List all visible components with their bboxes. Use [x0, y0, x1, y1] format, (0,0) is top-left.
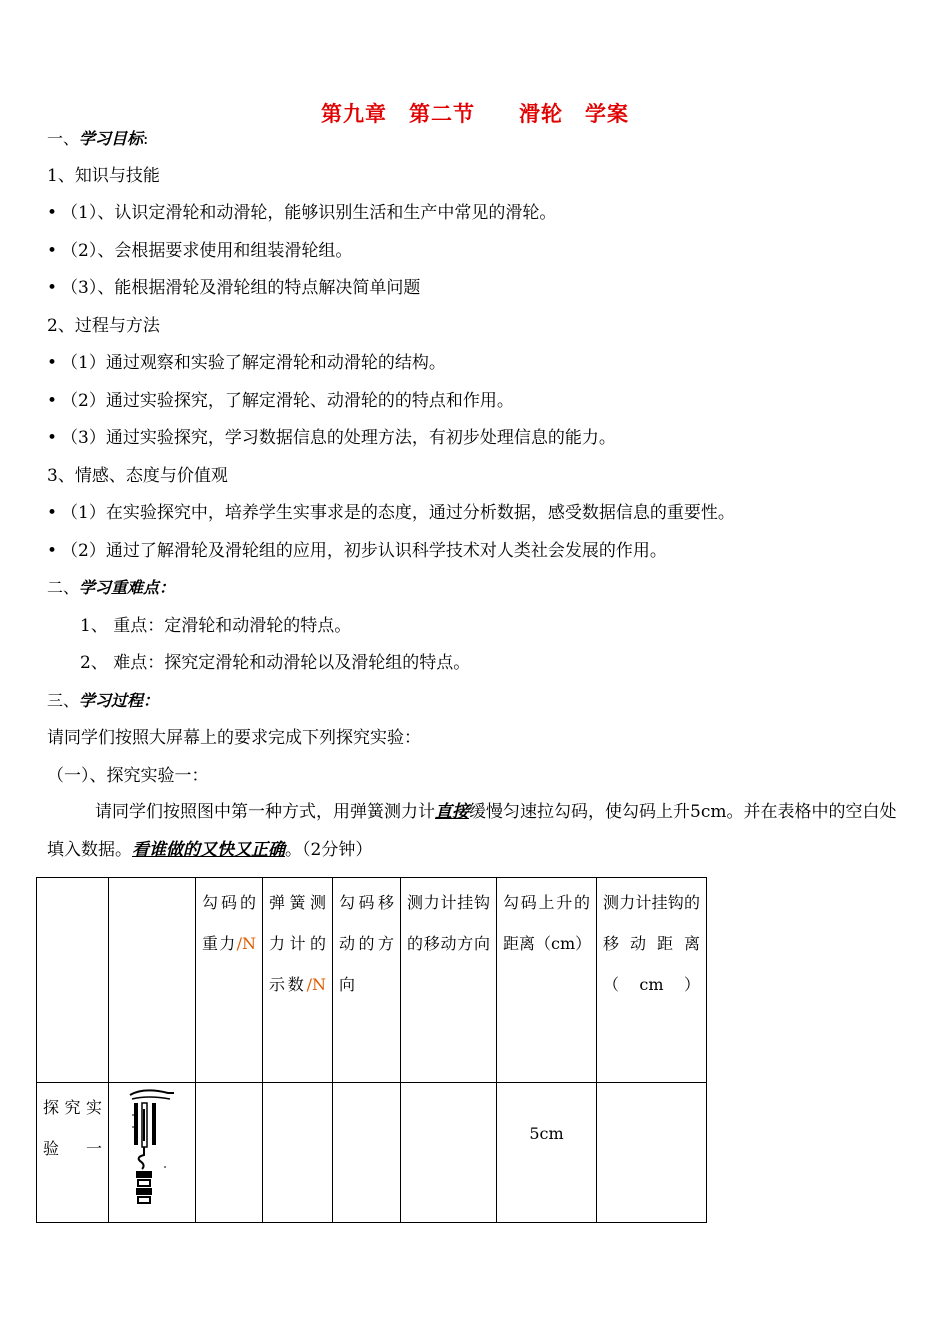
- difficult-point: 2、 难点：探究定滑轮和动滑轮以及滑轮组的特点。: [80, 653, 471, 673]
- spring-scale-figure: [109, 1083, 196, 1223]
- rise-distance-value: 5cm: [497, 1083, 597, 1223]
- list-item: • （3）通过实验探究，学习数据信息的处理方法，有初步处理信息的能力。: [47, 428, 616, 448]
- table-cell: [333, 1083, 401, 1223]
- table-cell: [109, 878, 196, 1083]
- header-rise-distance: 勾码上升的距离（cm）: [497, 878, 597, 1083]
- subheading-attitude: 3、情感、态度与价值观: [47, 466, 228, 486]
- intro-text: 请同学们按照大屏幕上的要求完成下列探究实验：: [47, 728, 421, 748]
- spring-scale-with-weights-image: [122, 1085, 182, 1205]
- table-header-row: [37, 878, 707, 1083]
- section-heading-objectives: 一、学习目标:: [47, 129, 149, 148]
- header-hook-direction: 测力计挂钩的移动方向: [401, 878, 497, 1083]
- table-cell: [196, 1083, 263, 1223]
- emphasis-challenge: 看谁做的又快又正确: [132, 840, 285, 860]
- section-heading-process: 三、学习过程：: [47, 691, 160, 710]
- table-cell: [37, 878, 109, 1083]
- table-cell: [597, 1083, 707, 1223]
- header-weight-direction: 勾码移动的方向: [333, 878, 401, 1083]
- list-item: • （1）在实验探究中，培养学生实事求是的态度，通过分析数据，感受数据信息的重要性。: [47, 503, 735, 523]
- page-title: 第九章 第二节 滑轮 学案: [321, 102, 629, 126]
- subheading-knowledge: 1、知识与技能: [47, 166, 160, 186]
- key-point: 1、 重点：定滑轮和动滑轮的特点。: [80, 616, 352, 636]
- list-item: • （2）、会根据要求使用和组装滑轮组。: [47, 241, 353, 261]
- experiment-heading: （一）、探究实验一：: [47, 766, 209, 786]
- table-cell: [401, 1083, 497, 1223]
- list-item: • （1）通过观察和实验了解定滑轮和动滑轮的结构。: [47, 353, 446, 373]
- table-cell: [263, 1083, 333, 1223]
- experiment-table: [36, 877, 707, 1223]
- subheading-process: 2、过程与方法: [47, 316, 160, 336]
- experiment-instructions: 请同学们按照图中第一种方式，用弹簧测力计直接缓慢匀速拉勾码，使勾码上升5cm。并在表格中的空白处填入数据。看谁做的又快又正确。（2分钟）: [47, 802, 897, 860]
- list-item: • （1）、认识定滑轮和动滑轮，能够识别生活和生产中常见的滑轮。: [47, 203, 557, 223]
- header-hook-weight: 勾码的重力/N: [196, 878, 263, 1083]
- header-scale-reading: 弹簧测力计的示数/N: [263, 878, 333, 1083]
- list-item: • （2）通过实验探究，了解定滑轮、动滑轮的的特点和作用。: [47, 391, 514, 411]
- list-item: • （3）、能根据滑轮及滑轮组的特点解决简单问题: [47, 278, 421, 298]
- emphasis-direct: 直接: [435, 802, 469, 822]
- header-hook-distance: 测力计挂钩的移动距离（cm）: [597, 878, 707, 1083]
- list-item: • （2）通过了解滑轮及滑轮组的应用，初步认识科学技术对人类社会发展的作用。: [47, 541, 667, 561]
- table-row: [37, 1083, 707, 1223]
- section-heading-key-points: 二、学习重难点：: [47, 578, 176, 597]
- row-label: 探究实验一: [37, 1083, 109, 1223]
